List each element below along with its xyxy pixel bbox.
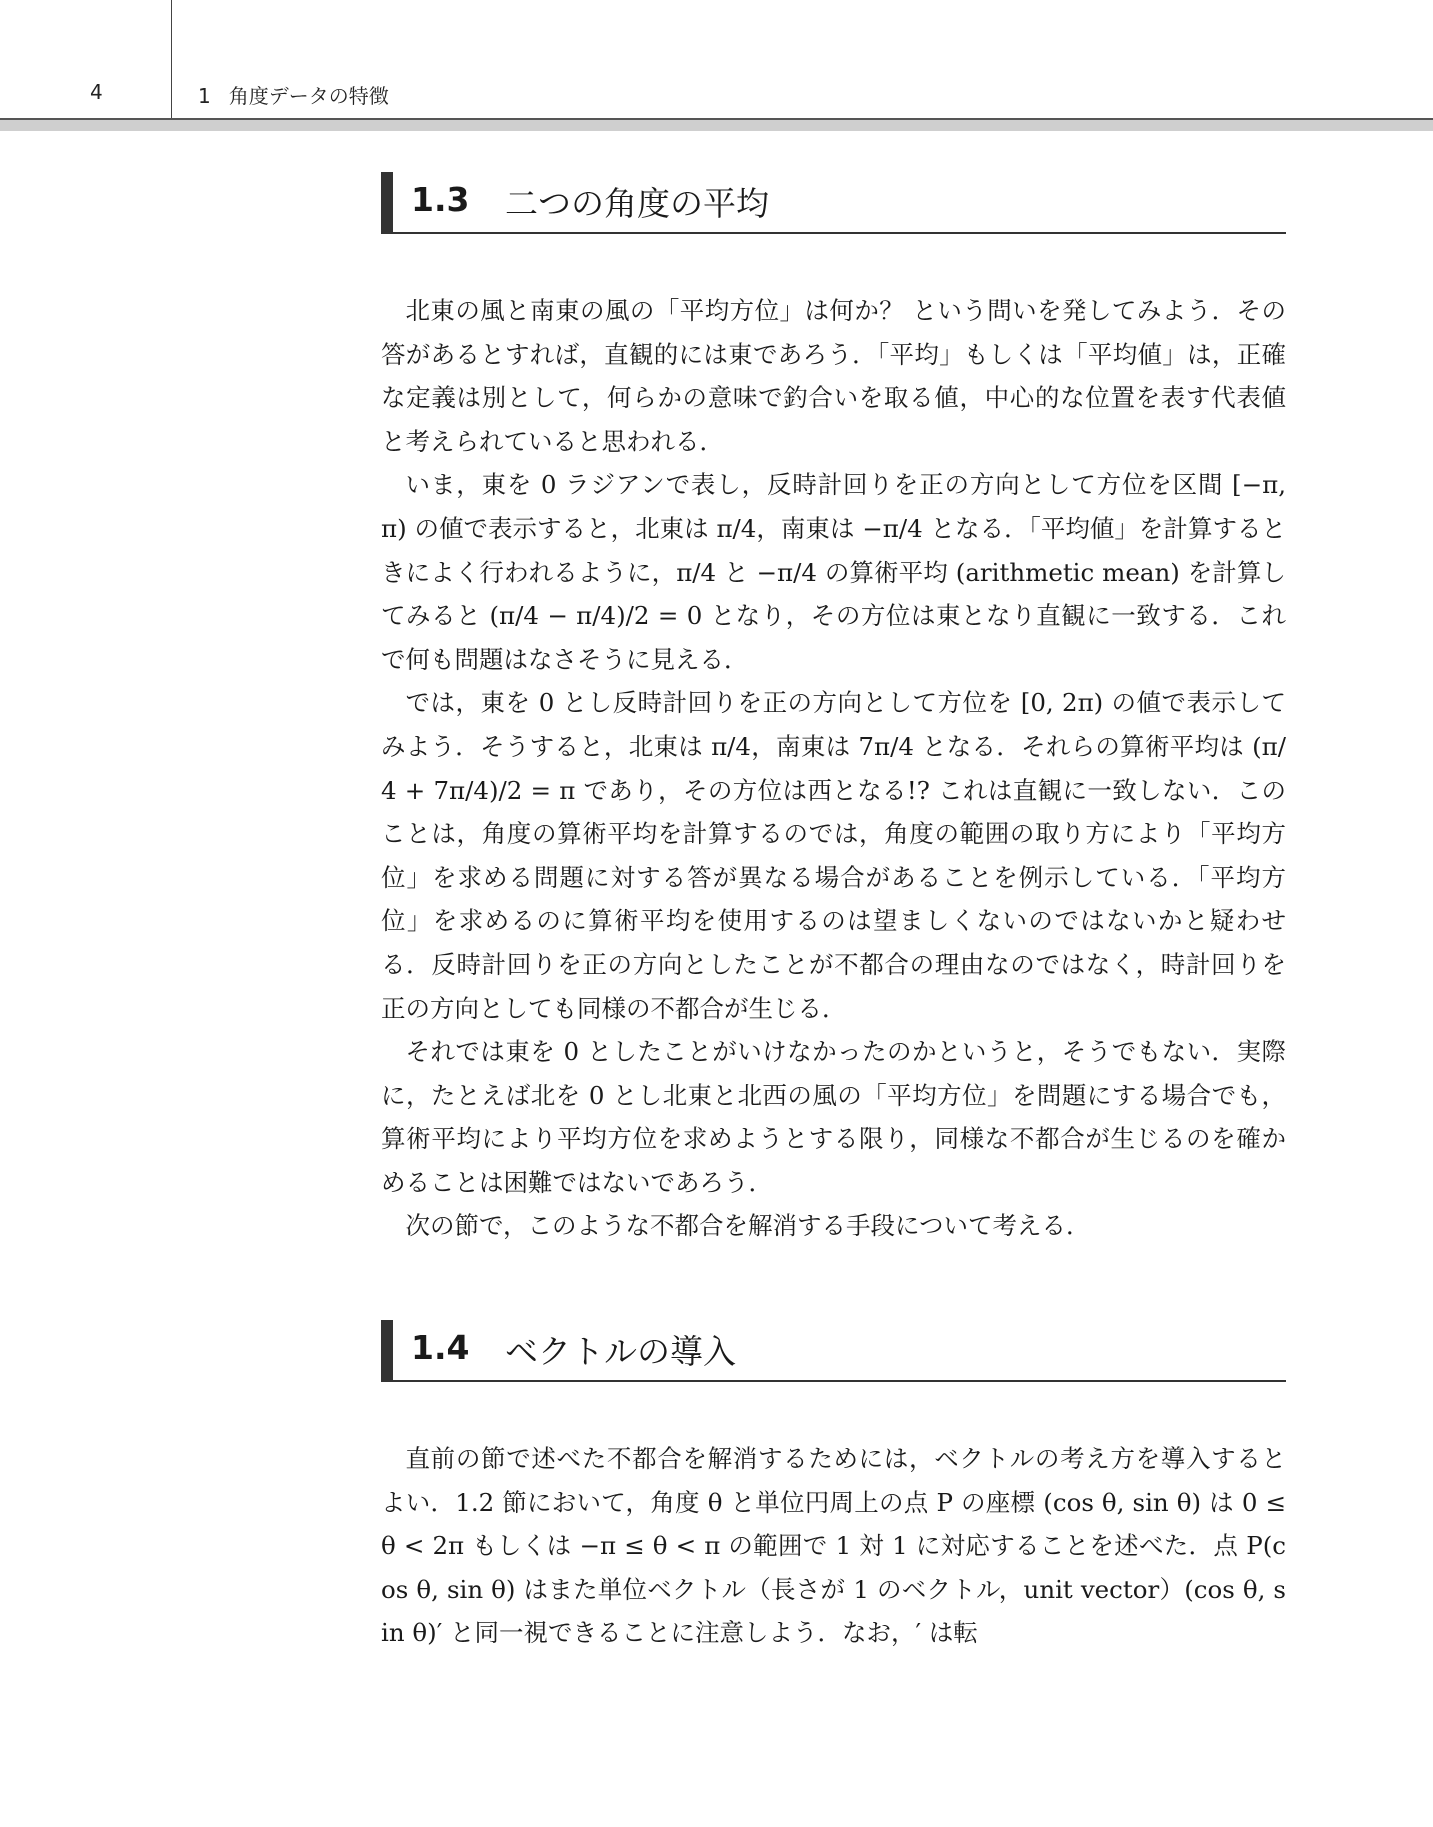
chapter-number: 1 [198,84,211,108]
section-body-1-3 [381,289,1286,1248]
section-title: 二つの角度の平均 [505,184,769,223]
paragraph: 直前の節で述べた不都合を解消するためには，ベクトルの考え方を導入するとよい．1.2 節において，角度 θ と単位円周上の点 P の座標 (cos θ, sin θ) は 0 ≤ θ < 2π もしくは −π ≤ θ < π の範囲で 1 対 1 に対応することを述べた．点 P(cos θ, sin θ) はまた単位ベクトル（長さが 1 のベクトル，unit vector）(cos θ, sin θ)′ と同一視できることに注意しよう．なお，′ は転 [381,1444,1286,1648]
section-title: ベクトルの導入 [505,1332,736,1371]
running-header [0,0,1433,120]
section-heading-1-3 [381,172,1286,234]
section-body-1-4 [381,1437,1286,1655]
header-divider [171,0,172,118]
section-heading-bar [381,172,393,232]
running-chapter-title [198,80,389,109]
page-number: 4 [90,80,103,104]
paragraph: 北東の風と南東の風の「平均方位」は何か？ という問いを発してみよう．その答があるとすれば，直観的には東であろう．「平均」もしくは「平均値」は，正確な定義は別として，何らかの意味で釣合いを取る値，中心的な位置を表す代表値と考えられていると思われる． [381,296,1286,456]
section-number: 1.4 [411,1328,470,1367]
paragraph: 次の節で，このような不都合を解消する手段について考える． [405,1211,1091,1241]
section-heading-1-4 [381,1320,1286,1382]
section-heading-bar [381,1320,393,1380]
paragraph: それでは東を 0 としたことがいけなかったのかというと，そうでもない．実際に，たとえば北を 0 とし北東と北西の風の「平均方位」を問題にする場合でも，算術平均により平均方位を求めようとする限り，同様な不都合が生じるのを確かめることは困難ではないであろう． [381,1037,1286,1197]
header-shadow-band [0,120,1433,131]
paragraph: いま，東を 0 ラジアンで表し，反時計回りを正の方向として方位を区間 [−π, π) の値で表示すると，北東は π/4，南東は −π/4 となる．「平均値」を計算するときによく行われるように，π/4 と −π/4 の算術平均 (arithmetic mean) を計算してみると (π/4 − π/4)/2 = 0 となり，その方位は東となり直観に一致する．これで何も問題はなさそうに見える． [381,470,1286,674]
chapter-title-text: 角度データの特徴 [228,84,389,108]
paragraph: では，東を 0 とし反時計回りを正の方向として方位を [0, 2π) の値で表示してみよう．そうすると，北東は π/4，南東は 7π/4 となる．それらの算術平均は (π/4 + 7π/4)/2 = π であり，その方位は西となる!? これは直観に一致しない．このことは，角度の算術平均を計算するのでは，角度の範囲の取り方により「平均方位」を求める問題に対する答が異なる場合があることを例示している．「平均方位」を求めるのに算術平均を使用するのは望ましくないのではないかと疑わせる．反時計回りを正の方向としたことが不都合の理由なのではなく，時計回りを正の方向としても同様の不都合が生じる． [381,688,1286,1023]
section-number: 1.3 [411,180,470,219]
